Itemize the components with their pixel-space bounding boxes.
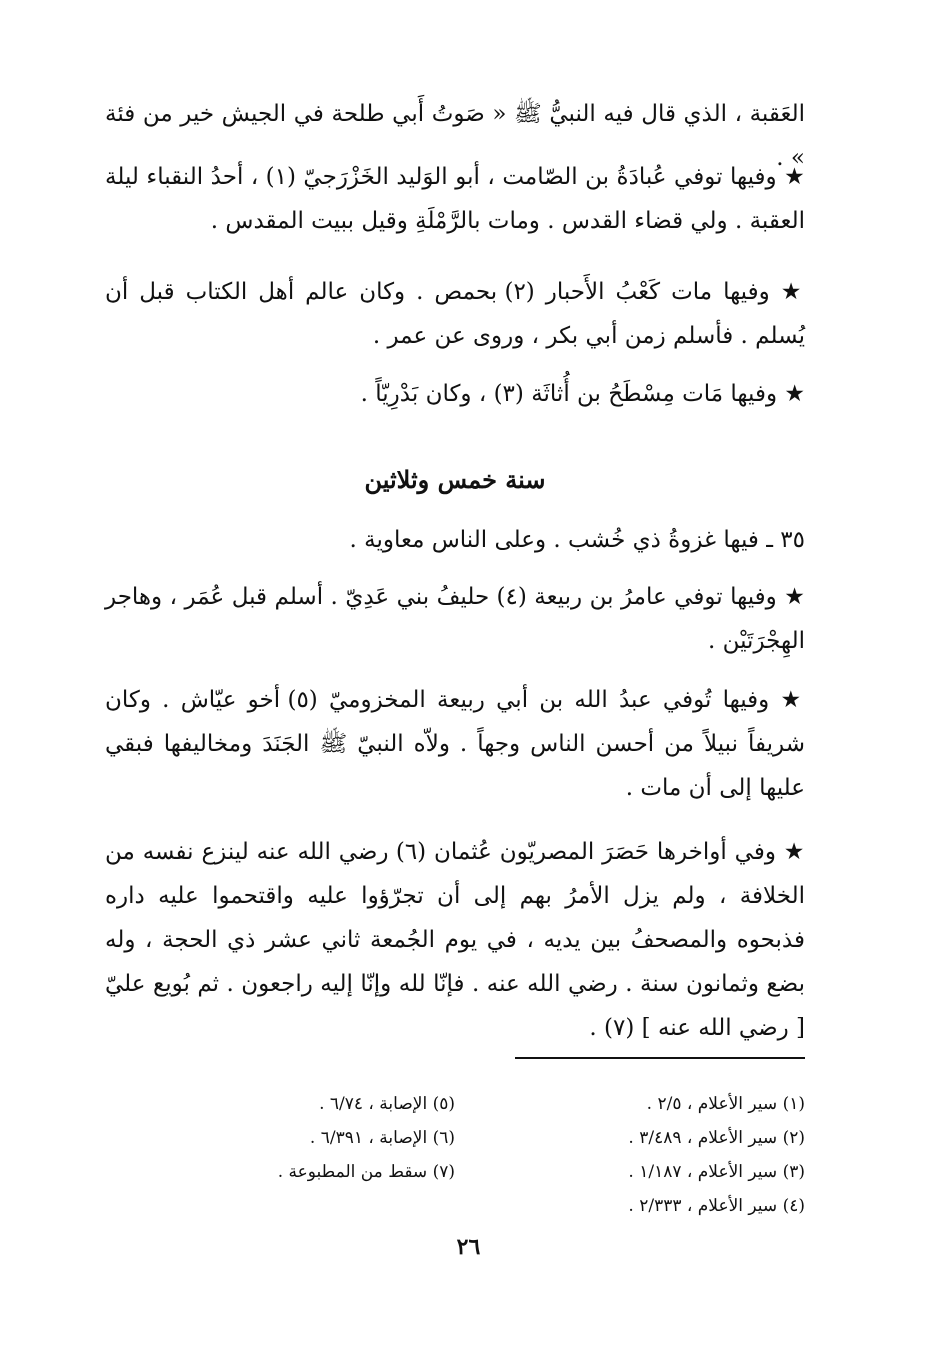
page-number: ٢٦ [456,1234,481,1260]
paragraph-uthman-siege: ★ وفي أواخرها حَصَرَ المصريّون عُثمان (٦) رضي الله عنه لينزع نفسه من الخلافة ، ولم يزل الأمرُ بهم إلى أن تجرّؤوا عليه واقتحموا عليه داره فذبحوه والمصحفُ بين يديه ، في يوم الجُمعة ثاني عشر ذي الحجة ، وله بضع وثمانون سنة . رضي الله عنه . فإنّا لله وإنّا إليه راجعون . ثم بُويع عليّ [ رضي الله عنه ] (٧) . [105,839,805,1041]
paragraph-ubada-bin-samit: ★ وفيها توفي عُبادَةُ بن الصّامت ، أبو الوَليد الخَزْرَجيّ (١) ، أحدُ النقباء ليلة العقبة . ولي قضاء القدس . ومات بالرَّمْلَةِ وقيل ببيت المقدس . [105,164,805,234]
paragraph-amir-bin-rabia: ★ وفيها توفي عامرُ بن ربيعة (٤) حليفُ بني عَدِيّ . أسلم قبل عُمَر ، وهاجر الهِجْرَتَيْن . [105,584,805,654]
footnote-1: (١) سير الأعلام ، ٢/٥ . [646,1094,805,1114]
footnote-7: (٧) سقط من المطبوعة . [277,1162,455,1182]
section-heading-year-35: سنة خمس وثلاثين [364,465,546,494]
paragraph-mistah-bin-uthatha: ★ وفيها مَات مِسْطَحُ بن أُثاثَة (٣) ، وكان بَدْرِيّاً . [360,381,805,407]
paragraph-dhi-khushub-raid: ٣٥ ـ فيها غزوةُ ذي خُشب . وعلى الناس معاوية . [349,527,805,553]
footnote-2: (٢) سير الأعلام ، ٣/٤٨٩ . [628,1128,805,1148]
paragraph-aqaba-ending: العَقبة ، الذي قال فيه النبيُّ ﷺ « صَوتُ أَبي طلحة في الجيش خير من فئة » . [105,101,805,171]
footnotes [105,1087,805,1223]
footnote-5: (٥) الإصابة ، ٦/٧٤ . [319,1094,455,1114]
footnote-3: (٣) سير الأعلام ، ١/١٨٧ . [628,1162,805,1182]
footnotes-left-column [105,1087,455,1223]
footnote-6: (٦) الإصابة ، ٦/٣٩١ . [309,1128,455,1148]
footnote-separator-rule [515,1057,805,1059]
footnotes-right-column [455,1087,805,1223]
paragraph-kab-al-ahbar: ★ وفيها مات كَعْبُ الأَحبار (٢) بحمص . وكان عالم أهل الكتاب قبل أن يُسلم . فأسلم زمن أبي بكر ، وروى عن عمر . [105,279,805,349]
footnote-4: (٤) سير الأعلام ، ٢/٣٣٣ . [628,1196,805,1216]
paragraph-abdullah-bin-abi-rabia: ★ وفيها تُوفي عبدُ الله بن أبي ربيعة المخزوميّ (٥) أخو عيّاش . وكان شريفاً نبيلاً من أحسن الناس وجهاً . ولاّه النبيّ ﷺ الجَنَدَ ومخاليفها فبقي عليها إلى أن مات . [105,687,805,801]
